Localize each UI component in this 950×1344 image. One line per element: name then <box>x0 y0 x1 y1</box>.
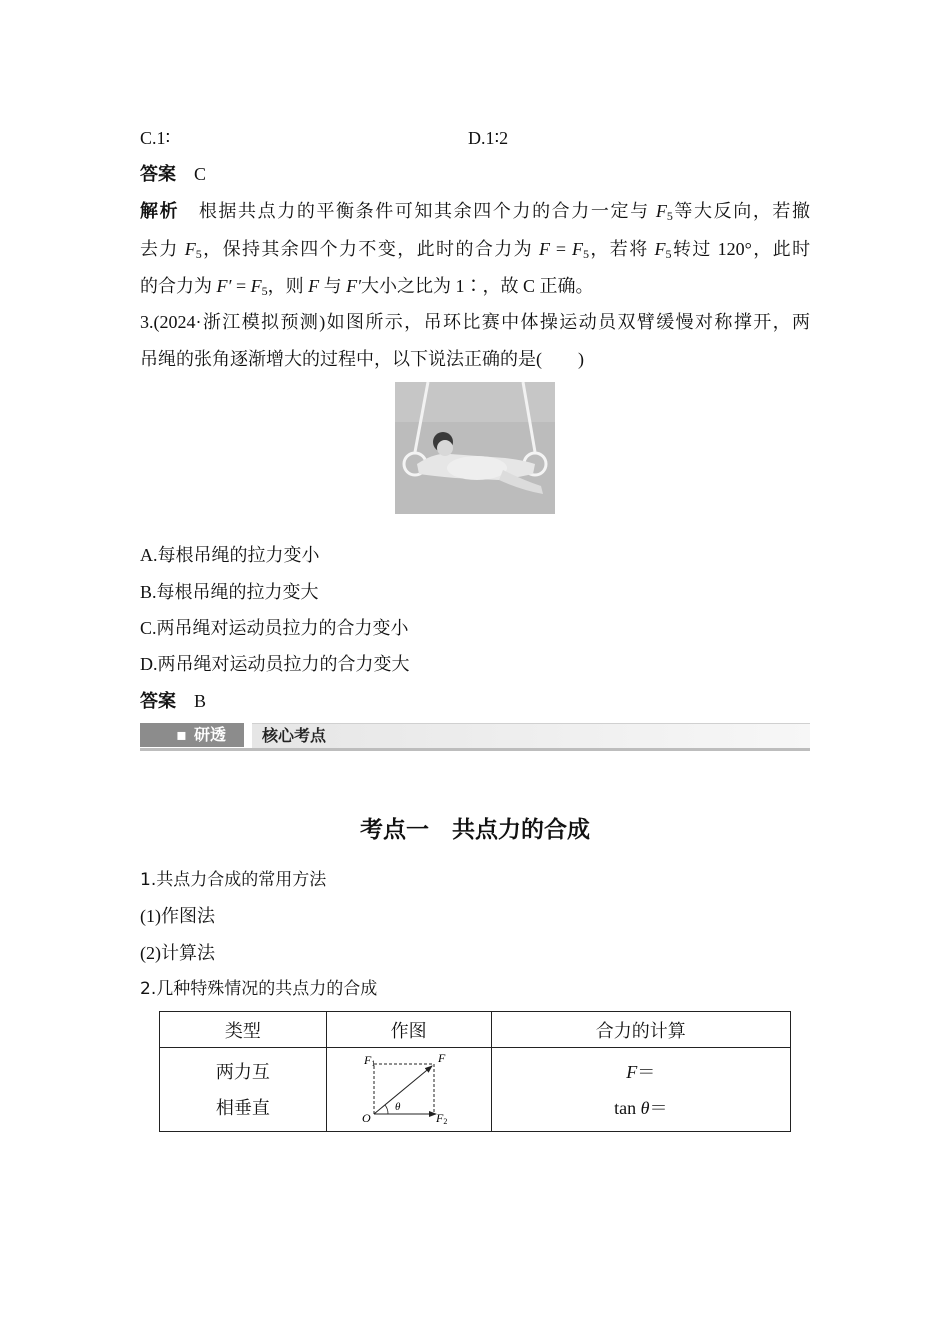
section-bar-right <box>252 723 810 748</box>
var-theta: θ <box>640 1097 650 1118</box>
label-o: O <box>361 1110 371 1125</box>
subscript: 5 <box>261 284 268 298</box>
equals: ＝ <box>637 1061 656 1082</box>
analysis-text: ，保持其余四个力不变，此时的合力为 <box>201 239 534 259</box>
table-row <box>160 1048 791 1132</box>
answer-tag: 答案 <box>140 164 176 185</box>
table-header-row <box>160 1012 791 1048</box>
section-bar-right-label: 核心考点 <box>262 726 327 745</box>
var-F: F <box>654 239 666 259</box>
analysis-text: 去力 <box>140 239 179 259</box>
calc-line-1 <box>492 1054 790 1090</box>
subheading-1: 1.共点力合成的常用方法 <box>140 870 327 890</box>
combination-table <box>159 1011 791 1132</box>
equals: = <box>231 276 251 296</box>
var-F: F <box>308 276 320 296</box>
section-bar-left-label: 研透 <box>194 725 227 744</box>
subheading-2: 2.几种特殊情况的共点力的合成 <box>140 979 378 999</box>
var-F: F <box>184 239 196 259</box>
analysis-line-2 <box>140 237 810 261</box>
choice-b: B.每根吊绳的拉力变大 <box>140 582 319 602</box>
table-header-calc: 合力的计算 <box>491 1012 790 1048</box>
var-F: F <box>655 201 667 221</box>
answer-line-3 <box>140 689 206 714</box>
resultant-vector <box>374 1066 432 1114</box>
var-F: F <box>250 276 262 296</box>
page-title: 考点一 共点力的合成 <box>360 817 590 843</box>
answer-value: C <box>194 164 207 184</box>
var-F: F <box>571 239 583 259</box>
tan-label: tan <box>614 1097 641 1118</box>
subscript: 5 <box>195 247 202 261</box>
question-3-line-2: 吊绳的张角逐渐增大的过程中，以下说法正确的是( ) <box>140 349 584 369</box>
var-F-prime: F′ <box>346 276 362 296</box>
table-cell-diagram <box>326 1048 491 1132</box>
analysis-text: 根据共点力的平衡条件可知其余四个力的合力一定与 <box>198 201 650 221</box>
label-f1: F1 <box>363 1052 375 1068</box>
section-bar <box>140 723 810 751</box>
answer-line-1 <box>140 162 206 187</box>
force-diagram <box>354 1052 464 1128</box>
method-1: (1)作图法 <box>140 906 215 926</box>
var-F: F <box>626 1061 638 1082</box>
theta-arc <box>385 1105 388 1114</box>
table-header-type: 类型 <box>160 1012 327 1048</box>
label-f: F <box>437 1051 445 1065</box>
analysis-text: ，若将 <box>588 239 649 259</box>
subscript: 5 <box>665 247 672 261</box>
subscript: 5 <box>666 209 673 223</box>
analysis-line-1 <box>140 199 810 224</box>
method-2: (2)计算法 <box>140 943 215 963</box>
gymnast-rings-photo <box>395 382 555 514</box>
analysis-text: 转过 120°，此时 <box>671 239 811 259</box>
section-bar-left <box>140 723 244 747</box>
choice-a: A.每根吊绳的拉力变小 <box>140 545 320 565</box>
label-theta: θ <box>394 1100 401 1113</box>
choice-c: C.两吊绳对运动员拉力的合力变小 <box>140 618 409 638</box>
gymnast-illustration <box>395 382 555 514</box>
var-F: F <box>539 239 550 259</box>
analysis-line-3 <box>140 274 594 298</box>
bullet-icon: ▪ <box>176 725 187 744</box>
var-F-prime: F′ <box>216 276 232 296</box>
table-cell-type <box>160 1048 327 1132</box>
equals: = <box>550 239 572 259</box>
analysis-text: 的合力为 <box>140 276 212 296</box>
option-c: C.1∶ <box>140 128 171 148</box>
subscript: 5 <box>582 247 589 261</box>
analysis-tag: 解析 <box>140 201 180 222</box>
table-cell-calc <box>491 1048 790 1132</box>
analysis-text: 等大反向，若撤 <box>672 201 811 221</box>
option-d: D.1∶2 <box>468 128 509 148</box>
analysis-text: 与 <box>323 276 342 296</box>
type-line-2: 相垂直 <box>215 1097 270 1118</box>
type-line-1: 两力互 <box>215 1061 270 1082</box>
analysis-text: ，则 <box>267 276 304 296</box>
table-header-diagram: 作图 <box>326 1012 491 1048</box>
analysis-text: 大小之比为 1∶，故 C 正确。 <box>361 276 594 296</box>
equals: ＝ <box>649 1097 668 1118</box>
label-f2: F2 <box>435 1110 447 1126</box>
answer-tag: 答案 <box>140 691 176 712</box>
choice-d: D.两吊绳对运动员拉力的合力变大 <box>140 654 410 674</box>
answer-value: B <box>194 691 207 711</box>
question-3-line-1: 3.(2024·浙江模拟预测)如图所示，吊环比赛中体操运动员双臂缓慢对称撑开，两 <box>140 312 810 332</box>
calc-line-2 <box>492 1090 790 1126</box>
section-bar-underline <box>140 748 810 751</box>
